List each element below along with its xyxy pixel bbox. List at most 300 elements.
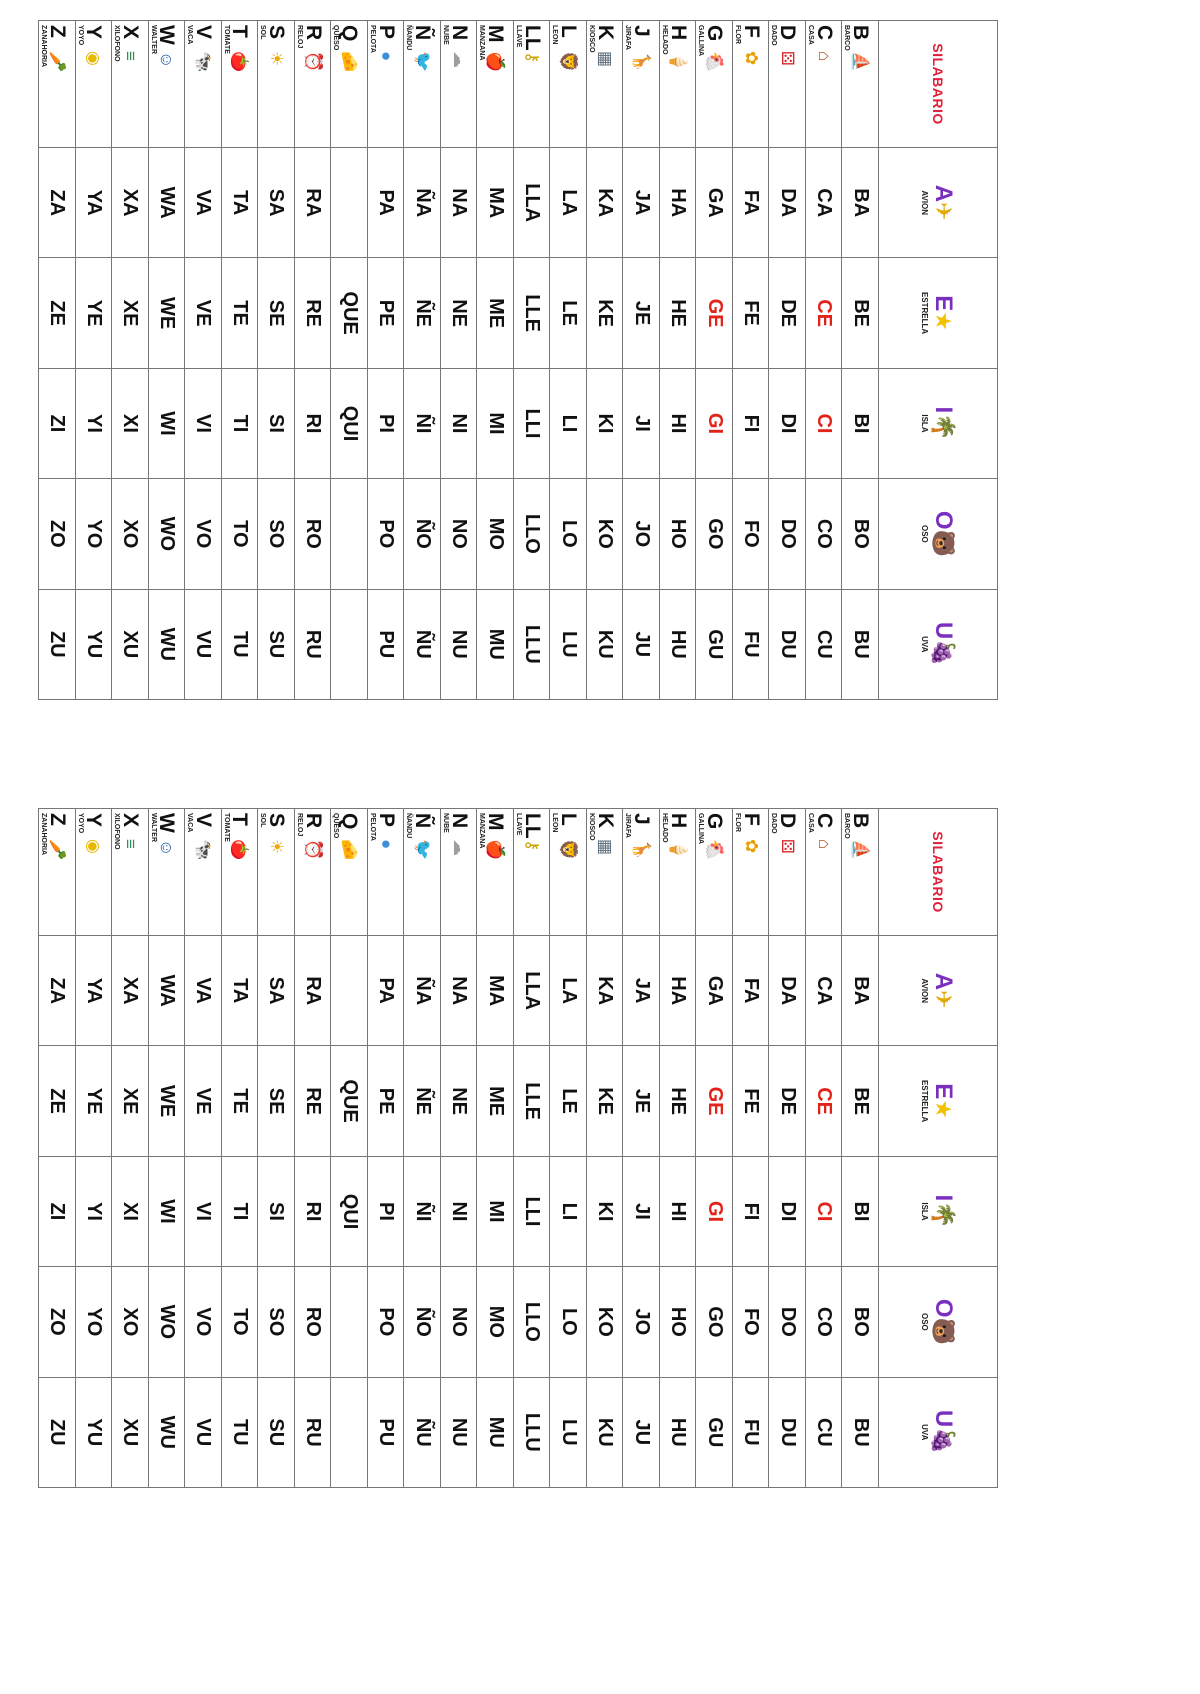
consonant-header [440,21,477,148]
cheese-icon: 🧀 [340,51,360,73]
syllable-cell: HU [659,589,696,699]
table-row [185,21,222,700]
syllable-cell: LLA [513,148,550,258]
consonant-letter: B [849,25,873,41]
syllable-cell: DO [769,479,806,589]
syllable-cell: ZA [39,148,76,258]
table-row [258,809,295,1488]
consonant-letter: F [739,25,763,38]
consonant-header [659,809,696,936]
table-row [769,21,806,700]
syllable-cell: RO [294,1267,331,1377]
syllable-cell: PA [367,148,404,258]
consonant-letter: Z [45,813,69,826]
syllable-cell: PI [367,1156,404,1266]
syllable-cell: XO [112,1267,149,1377]
table-row [769,809,806,1488]
consonant-letter: T [228,25,252,38]
syllable-cell: NE [440,1046,477,1156]
syllable-cell: LLO [513,479,550,589]
table-row [732,21,769,700]
table-row [513,21,550,700]
vowel-word: OSO [920,1312,930,1331]
consonant-word: SOL [259,25,267,40]
house-icon: ⌂ [814,51,834,62]
vowel-header-u [879,1377,998,1487]
key-icon: ⚷ [522,51,542,64]
xylophone-icon: ≡ [120,839,140,849]
syllable-cell: GO [696,479,733,589]
consonant-word: ÑANDU [405,25,413,51]
syllable-cell: YA [75,936,112,1046]
table-row [221,21,258,700]
table-row [39,21,76,700]
consonant-header [331,809,368,936]
syllable-cell: FU [732,1377,769,1487]
syllable-cell: CU [805,1377,842,1487]
syllable-cell: GA [696,148,733,258]
consonant-word: FLOR [733,813,741,833]
syllable-cell: WA [148,936,185,1046]
consonant-header [550,21,587,148]
syllable-cell: LO [550,1267,587,1377]
consonant-letter: Q [338,25,362,42]
syllable-cell: LO [550,479,587,589]
consonant-word: JIRAFA [624,25,632,50]
syllable-cell: SO [258,1267,295,1377]
consonant-word: WALTER [149,25,157,55]
syllable-cell: XU [112,1377,149,1487]
syllable-cell: HO [659,479,696,589]
syllable-cell: TA [221,936,258,1046]
syllable-cell: GO [696,1267,733,1377]
consonant-word: PELOTA [368,25,376,53]
syllable-cell: MA [477,148,514,258]
apple-icon: 🍎 [486,839,506,861]
clock-icon: ⏰ [303,839,323,861]
consonant-word: MANZANA [478,813,486,849]
vowel-word: ISLA [920,1202,930,1221]
consonant-letter: T [228,813,252,826]
consonant-header [805,21,842,148]
syllable-cell: KO [586,479,623,589]
consonant-letter: S [265,25,288,40]
syllable-cell: RI [294,368,331,478]
syllable-cell: LA [550,148,587,258]
syllable-cell: VA [185,936,222,1046]
syllable-cell: TU [221,589,258,699]
header-row [879,21,998,700]
consonant-word: JIRAFA [624,813,632,838]
vowel-header-e [879,258,998,368]
island-icon: 🌴 [931,1201,957,1229]
syllabary-table [38,808,998,1488]
syllable-cell: SU [258,589,295,699]
lion-icon: 🦁 [559,51,579,73]
syllable-cell: CO [805,1267,842,1377]
cow-icon: 🐄 [193,839,213,861]
syllable-cell: WE [148,258,185,368]
syllable-cell: VA [185,148,222,258]
syllable-cell: HO [659,1267,696,1377]
dice-icon: ⚄ [778,839,798,854]
consonant-header [769,21,806,148]
consonant-word: XILOFONO [113,813,121,850]
syllable-cell: ÑO [404,1267,441,1377]
syllable-cell: WO [148,479,185,589]
consonant-letter: D [776,25,800,41]
consonant-header [696,21,733,148]
clock-icon: ⏰ [303,51,323,73]
syllable-cell: LI [550,368,587,478]
carrot-icon: 🥕 [47,839,67,861]
ball-icon: ● [376,51,396,62]
consonant-word: QUESO [332,813,340,839]
table-row [623,809,660,1488]
consonant-header [732,21,769,148]
syllable-cell: CA [805,148,842,258]
syllable-cell: XO [112,479,149,589]
table-row [805,21,842,700]
rhea-icon: 🐦 [413,51,433,73]
table-row [696,809,733,1488]
airplane-icon: ✈ [931,990,957,1009]
syllable-cell: XI [112,1156,149,1266]
table-row [75,21,112,700]
boy-icon: ☺ [157,839,177,857]
syllable-cell: GU [696,589,733,699]
consonant-header [550,809,587,936]
syllable-cell: YU [75,589,112,699]
consonant-word: VACA [186,813,194,833]
syllable-cell: LLE [513,258,550,368]
syllable-cell: LU [550,589,587,699]
vowel-word: UVA [920,1424,930,1441]
syllable-cell: TI [221,1156,258,1266]
table-row [367,809,404,1488]
syllable-cell: ÑE [404,258,441,368]
consonant-header [404,21,441,148]
vowel-header-u [879,589,998,699]
consonant-letter: LL [520,25,544,51]
consonant-word: ZANAHORIA [40,25,47,67]
consonant-word: HELADO [660,813,668,843]
syllable-cell: MI [477,368,514,478]
syllable-cell: RO [294,479,331,589]
syllable-cell: YI [75,1156,112,1266]
consonant-word: DADO [770,25,778,46]
consonant-letter: C [812,813,836,829]
consonant-header [148,21,185,148]
consonant-header [805,809,842,936]
ball-icon: ● [376,839,396,850]
syllable-cell: ME [477,1046,514,1156]
syllable-cell: NU [440,1377,477,1487]
consonant-header [221,809,258,936]
syllable-cell: JI [623,1156,660,1266]
syllable-cell: QUE [331,1046,368,1156]
syllable-cell: SI [258,1156,295,1266]
table-row [112,809,149,1488]
syllable-cell: WU [148,1377,185,1487]
consonant-letter: LL [520,813,544,839]
table-row [659,809,696,1488]
consonant-letter: P [374,25,398,40]
table-row [148,809,185,1488]
consonant-letter: J [630,813,654,825]
syllable-cell: KO [586,1267,623,1377]
syllable-cell: FU [732,589,769,699]
table-row [696,21,733,700]
syllable-cell: DA [769,148,806,258]
consonant-header [112,809,149,936]
lion-icon: 🦁 [559,839,579,861]
giraffe-icon: 🦒 [632,51,652,73]
syllable-cell: LLO [513,1267,550,1377]
key-icon: ⚷ [522,839,542,852]
syllable-cell: FO [732,1267,769,1377]
table-title: SILABARIO [879,21,998,148]
table-row [112,21,149,700]
table-row [842,21,879,700]
syllable-cell: DI [769,368,806,478]
consonant-letter: H [666,813,690,829]
syllable-cell: HE [659,258,696,368]
syllable-cell: VO [185,1267,222,1377]
syllable-cell: ZO [39,479,76,589]
vowel-letter: I [930,1194,958,1202]
syllable-cell: DU [769,589,806,699]
syllable-cell: CI [805,1156,842,1266]
syllabary-table [38,20,998,700]
vowel-word: AVION [920,190,930,216]
table-row [294,809,331,1488]
syllable-cell: LE [550,1046,587,1156]
syllable-cell: TE [221,258,258,368]
syllable-cell: PE [367,258,404,368]
syllable-cell: NO [440,1267,477,1377]
vowel-letter: O [930,1298,958,1318]
consonant-header [586,809,623,936]
syllable-cell: BO [842,1267,879,1377]
syllable-cell: PU [367,1377,404,1487]
island-icon: 🌴 [931,413,957,441]
bear-icon: 🐻 [931,529,957,557]
table-row [550,21,587,700]
consonant-letter: Q [338,813,362,830]
syllable-cell: CU [805,589,842,699]
table-title: SILABARIO [879,809,998,936]
consonant-header [75,809,112,936]
table-row [732,809,769,1488]
syllable-cell: TO [221,479,258,589]
boat-icon: ⛵ [851,839,871,861]
syllable-cell: YE [75,258,112,368]
syllable-cell: YO [75,479,112,589]
syllable-cell: SE [258,258,295,368]
syllable-cell: LU [550,1377,587,1487]
consonant-word: XILOFONO [113,25,121,62]
syllable-cell: ZE [39,258,76,368]
vowel-word: ISLA [920,414,930,433]
table-row [805,809,842,1488]
vowel-header-a [879,936,998,1046]
consonant-letter: D [776,813,800,829]
consonant-word: BARCO [843,25,851,51]
consonant-letter: P [374,813,398,828]
consonant-letter: F [739,813,763,826]
syllable-cell: KI [586,1156,623,1266]
consonant-header [148,809,185,936]
syllable-cell: ZO [39,1267,76,1377]
consonant-letter: R [301,25,325,41]
syllable-cell: KA [586,936,623,1046]
syllable-cell: NU [440,589,477,699]
syllable-cell: LE [550,258,587,368]
table-row [185,809,222,1488]
syllable-cell: FA [732,936,769,1046]
syllable-cell: FE [732,1046,769,1156]
syllable-cell: ÑO [404,479,441,589]
syllable-cell: LI [550,1156,587,1266]
syllable-cell: KA [586,148,623,258]
vowel-letter: A [930,972,958,991]
table-row [477,809,514,1488]
cow-icon: 🐄 [193,51,213,73]
consonant-word: NUBE [441,813,449,833]
vowel-word: UVA [920,636,930,653]
syllable-cell: FI [732,368,769,478]
syllable-cell: JE [623,258,660,368]
syllable-cell: BI [842,1156,879,1266]
vowel-letter: I [930,406,958,414]
table-row [39,809,76,1488]
syllable-cell: TU [221,1377,258,1487]
consonant-letter: G [703,813,727,830]
consonant-header [477,809,514,936]
syllable-cell: NA [440,936,477,1046]
syllable-cell: QUI [331,1156,368,1266]
consonant-letter: V [191,813,215,828]
syllable-cell: BU [842,1377,879,1487]
table-row [623,21,660,700]
syllable-cell: MA [477,936,514,1046]
consonant-letter: Y [82,813,106,828]
consonant-letter: M [484,25,508,43]
table-row [586,21,623,700]
table-row [221,809,258,1488]
boat-icon: ⛵ [851,51,871,73]
consonant-word: DADO [770,813,778,834]
syllable-cell: KU [586,589,623,699]
consonant-letter: J [630,25,654,37]
consonant-word: RELOJ [295,25,303,49]
syllable-cell: XE [112,1046,149,1156]
syllable-cell: PA [367,936,404,1046]
consonant-letter: N [447,25,471,41]
consonant-header [513,809,550,936]
ice-cream-icon: 🍦 [668,51,688,73]
syllable-cell: HI [659,368,696,478]
syllable-cell: TE [221,1046,258,1156]
vowel-word: ESTRELLA [920,1079,930,1123]
syllable-cell: XU [112,589,149,699]
syllable-cell: PE [367,1046,404,1156]
syllable-cell: KE [586,1046,623,1156]
syllable-cell: KE [586,258,623,368]
syllable-cell: YO [75,1267,112,1377]
syllable-cell: DO [769,1267,806,1377]
vowel-header-o [879,479,998,589]
syllable-cell: JA [623,148,660,258]
consonant-letter: Y [82,25,106,40]
table-row [440,809,477,1488]
consonant-word: BARCO [843,813,851,839]
vowel-letter: U [930,621,958,640]
consonant-header [258,21,295,148]
syllable-cell [331,1377,368,1487]
table-row [404,21,441,700]
syllable-cell: BE [842,258,879,368]
syllable-cell: FI [732,1156,769,1266]
consonant-word: GALLINA [697,813,705,845]
yoyo-icon: ◉ [84,839,104,854]
syllable-cell: GU [696,1377,733,1487]
consonant-header [440,809,477,936]
syllable-cell: DA [769,936,806,1046]
syllable-cell: ÑU [404,1377,441,1487]
consonant-word: GALLINA [697,25,705,57]
syllable-cell [331,589,368,699]
syllable-cell: QUI [331,368,368,478]
syllable-cell: KU [586,1377,623,1487]
syllable-cell: PU [367,589,404,699]
syllable-cell: YI [75,368,112,478]
consonant-word: FLOR [733,25,741,45]
table-row [477,21,514,700]
syllable-cell [331,148,368,258]
dice-icon: ⚄ [778,51,798,66]
table-row [842,809,879,1488]
table-row [404,809,441,1488]
consonant-header [696,809,733,936]
consonant-header [842,809,879,936]
syllable-cell: ÑA [404,148,441,258]
syllable-cell: FE [732,258,769,368]
consonant-letter: W [155,813,179,833]
consonant-letter: N [447,813,471,829]
syllable-cell: GI [696,368,733,478]
syllable-cell: LLU [513,589,550,699]
consonant-word: CASA [806,813,814,833]
consonant-letter: X [118,25,142,40]
giraffe-icon: 🦒 [632,839,652,861]
vowel-header-e [879,1046,998,1156]
consonant-letter: X [118,813,142,828]
vowel-header-i [879,368,998,478]
syllable-cell: JO [623,479,660,589]
syllable-cell: MI [477,1156,514,1266]
consonant-header [39,21,76,148]
syllable-cell: GE [696,1046,733,1156]
syllable-cell: VE [185,258,222,368]
consonant-letter: K [593,813,617,829]
sun-icon: ☀ [267,51,286,67]
consonant-word: ÑANDU [405,813,413,839]
syllable-cell: LLI [513,368,550,478]
ice-cream-icon: 🍦 [668,839,688,861]
syllable-cell: XA [112,936,149,1046]
